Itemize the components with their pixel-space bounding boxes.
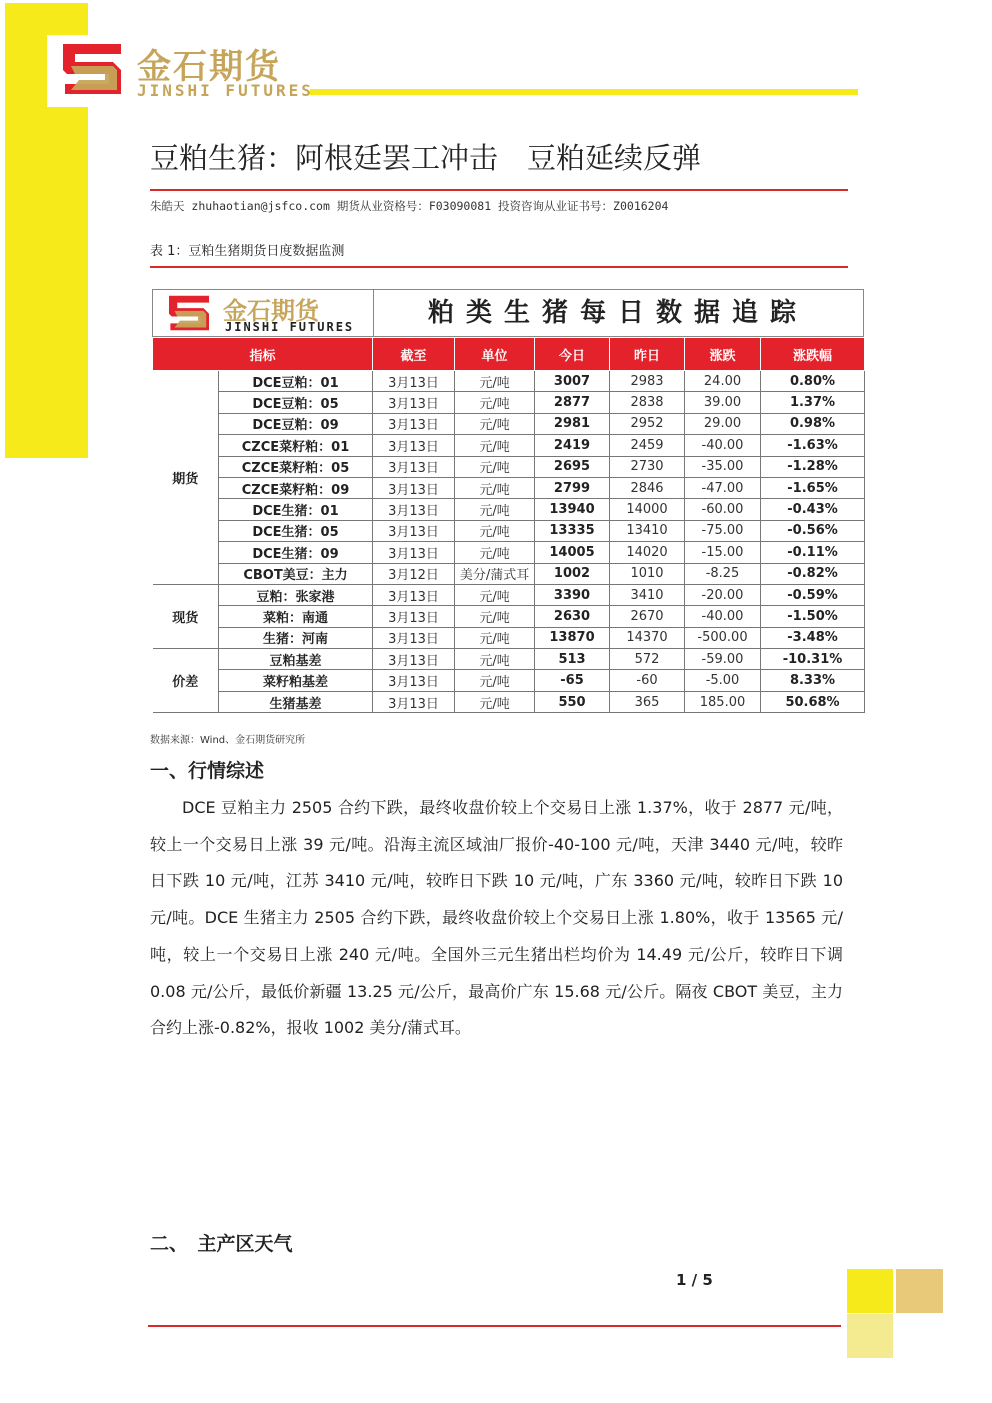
author-line: 朱皓天 zhuhaotian@jsfco.com 期货从业资格号：F03090081 投资咨询从业证书号：Z0016204 bbox=[150, 199, 669, 213]
date-cell: 3月13日 bbox=[373, 606, 455, 627]
table-row bbox=[153, 670, 865, 691]
brand-logo bbox=[47, 35, 314, 107]
section-heading: 一、行情综述 bbox=[150, 760, 265, 782]
col-header: 昨日 bbox=[610, 338, 685, 371]
table-header-banner bbox=[152, 289, 864, 337]
yesterday-cell: 2459 bbox=[610, 435, 685, 456]
today-cell: 13870 bbox=[535, 627, 610, 648]
change-cell: -40.00 bbox=[685, 435, 761, 456]
date-cell: 3月13日 bbox=[373, 520, 455, 541]
indicator-cell: 豆粕：张家港 bbox=[219, 584, 373, 605]
category-cell: 现货 bbox=[153, 584, 219, 648]
change-pct-cell: -0.59% bbox=[761, 584, 865, 605]
col-header: 截至 bbox=[373, 338, 455, 371]
change-cell: 39.00 bbox=[685, 392, 761, 413]
table-row bbox=[153, 584, 865, 605]
change-cell: 185.00 bbox=[685, 691, 761, 712]
date-cell: 3月13日 bbox=[373, 691, 455, 712]
change-cell: -40.00 bbox=[685, 606, 761, 627]
change-pct-cell: -3.48% bbox=[761, 627, 865, 648]
table-logo bbox=[153, 290, 374, 336]
unit-cell: 元/吨 bbox=[455, 584, 535, 605]
unit-cell: 美分/蒲式耳 bbox=[455, 563, 535, 584]
change-cell: -60.00 bbox=[685, 499, 761, 520]
category-cell: 期货 bbox=[153, 371, 219, 585]
yesterday-cell: -60 bbox=[610, 670, 685, 691]
indicator-cell: 豆粕基差 bbox=[219, 649, 373, 670]
table-logo-en: JINSHI FUTURES bbox=[225, 320, 355, 334]
caption-rule bbox=[150, 266, 848, 268]
indicator-cell: CZCE菜籽粕：01 bbox=[219, 435, 373, 456]
change-pct-cell: 8.33% bbox=[761, 670, 865, 691]
decorative-square bbox=[896, 1269, 943, 1313]
today-cell: 2981 bbox=[535, 413, 610, 434]
change-cell: -20.00 bbox=[685, 584, 761, 605]
change-pct-cell: -1.28% bbox=[761, 456, 865, 477]
change-pct-cell: -1.63% bbox=[761, 435, 865, 456]
change-pct-cell: -0.82% bbox=[761, 563, 865, 584]
change-pct-cell: 1.37% bbox=[761, 392, 865, 413]
logo-underline bbox=[310, 89, 858, 95]
yesterday-cell: 2983 bbox=[610, 371, 685, 392]
table-row bbox=[153, 435, 865, 456]
date-cell: 3月13日 bbox=[373, 670, 455, 691]
indicator-cell: 菜粕：南通 bbox=[219, 606, 373, 627]
yesterday-cell: 2952 bbox=[610, 413, 685, 434]
table-row bbox=[153, 563, 865, 584]
table-row bbox=[153, 627, 865, 648]
change-pct-cell: 50.68% bbox=[761, 691, 865, 712]
unit-cell: 元/吨 bbox=[455, 542, 535, 563]
table-row bbox=[153, 371, 865, 392]
page-number: 1 / 5 bbox=[676, 1271, 713, 1289]
today-cell: 3390 bbox=[535, 584, 610, 605]
change-cell: -35.00 bbox=[685, 456, 761, 477]
indicator-cell: DCE生猪：01 bbox=[219, 499, 373, 520]
unit-cell: 元/吨 bbox=[455, 649, 535, 670]
change-cell: -47.00 bbox=[685, 477, 761, 498]
data-table bbox=[152, 289, 864, 715]
indicator-cell: CBOT美豆：主力 bbox=[219, 563, 373, 584]
change-cell: -15.00 bbox=[685, 542, 761, 563]
yesterday-cell: 365 bbox=[610, 691, 685, 712]
table-row bbox=[153, 392, 865, 413]
change-cell: -500.00 bbox=[685, 627, 761, 648]
data-grid bbox=[152, 337, 865, 713]
date-cell: 3月13日 bbox=[373, 477, 455, 498]
date-cell: 3月13日 bbox=[373, 413, 455, 434]
change-pct-cell: -0.11% bbox=[761, 542, 865, 563]
change-pct-cell: -1.50% bbox=[761, 606, 865, 627]
logo-mark-icon bbox=[161, 293, 217, 333]
unit-cell: 元/吨 bbox=[455, 456, 535, 477]
decorative-square bbox=[847, 1314, 893, 1358]
change-pct-cell: -0.43% bbox=[761, 499, 865, 520]
today-cell: 1002 bbox=[535, 563, 610, 584]
today-cell: 2877 bbox=[535, 392, 610, 413]
date-cell: 3月13日 bbox=[373, 649, 455, 670]
unit-cell: 元/吨 bbox=[455, 499, 535, 520]
table-row bbox=[153, 499, 865, 520]
unit-cell: 元/吨 bbox=[455, 627, 535, 648]
change-pct-cell: -1.65% bbox=[761, 477, 865, 498]
unit-cell: 元/吨 bbox=[455, 606, 535, 627]
today-cell: -65 bbox=[535, 670, 610, 691]
table-row bbox=[153, 520, 865, 541]
col-header: 单位 bbox=[455, 338, 535, 371]
change-pct-cell: -0.56% bbox=[761, 520, 865, 541]
yesterday-cell: 2730 bbox=[610, 456, 685, 477]
change-pct-cell: 0.80% bbox=[761, 371, 865, 392]
table-caption: 表 1：豆粕生猪期货日度数据监测 bbox=[150, 244, 345, 259]
unit-cell: 元/吨 bbox=[455, 691, 535, 712]
indicator-cell: DCE生猪：05 bbox=[219, 520, 373, 541]
table-logo-cn: 金石期货 bbox=[223, 297, 319, 325]
body-paragraph: DCE 豆粕主力 2505 合约下跌，最终收盘价较上个交易日上涨 1.37%，收于 2877 元/吨，较上一个交易日上涨 39 元/吨。沿海主流区域油厂报价-40-100 元/吨，天津 3440 元/吨，较昨日下跌 10 元/吨，江苏 3410 元/吨，较昨日下跌 10 元/吨，广东 3360 元/吨，较昨日下跌 10 元/吨。DCE 生猪主力 2505 合约下跌，最终收盘价较上个交易日上涨 1.80%，收于 13565 元/吨，较上一个交易日上涨 240 元/吨。全国外三元生猪出栏均价为 14.49 元/公斤，较昨日下调 0.08 元/公斤，最低价新疆 13.25 元/公斤，最高价广东 15.68 元/公斤。隔夜 CBOT 美豆，主力合约上涨-0.82%，报收 1002 美分/蒲式耳。 bbox=[150, 798, 843, 1038]
date-cell: 3月13日 bbox=[373, 499, 455, 520]
date-cell: 3月13日 bbox=[373, 392, 455, 413]
indicator-cell: CZCE菜籽粕：05 bbox=[219, 456, 373, 477]
change-cell: 24.00 bbox=[685, 371, 761, 392]
today-cell: 2419 bbox=[535, 435, 610, 456]
logo-text-cn: 金石期货 bbox=[137, 47, 281, 87]
table-row bbox=[153, 413, 865, 434]
today-cell: 2630 bbox=[535, 606, 610, 627]
today-cell: 3007 bbox=[535, 371, 610, 392]
col-header: 今日 bbox=[535, 338, 610, 371]
yesterday-cell: 14370 bbox=[610, 627, 685, 648]
yesterday-cell: 14020 bbox=[610, 542, 685, 563]
yesterday-cell: 3410 bbox=[610, 584, 685, 605]
unit-cell: 元/吨 bbox=[455, 435, 535, 456]
table-row bbox=[153, 456, 865, 477]
col-header: 涨跌 bbox=[685, 338, 761, 371]
section-heading: 二、 主产区天气 bbox=[150, 1233, 293, 1255]
indicator-cell: 生猪：河南 bbox=[219, 627, 373, 648]
indicator-cell: DCE豆粕：09 bbox=[219, 413, 373, 434]
unit-cell: 元/吨 bbox=[455, 520, 535, 541]
unit-cell: 元/吨 bbox=[455, 392, 535, 413]
title-rule bbox=[150, 189, 848, 191]
change-cell: -59.00 bbox=[685, 649, 761, 670]
logo-text-en: JINSHI FUTURES bbox=[137, 81, 314, 100]
today-cell: 14005 bbox=[535, 542, 610, 563]
indicator-cell: DCE豆粕：01 bbox=[219, 371, 373, 392]
change-cell: -5.00 bbox=[685, 670, 761, 691]
change-pct-cell: -10.31% bbox=[761, 649, 865, 670]
date-cell: 3月13日 bbox=[373, 371, 455, 392]
table-row bbox=[153, 606, 865, 627]
table-title: 粕类生猪每日数据追踪 bbox=[427, 298, 808, 328]
yesterday-cell: 1010 bbox=[610, 563, 685, 584]
today-cell: 2695 bbox=[535, 456, 610, 477]
date-cell: 3月13日 bbox=[373, 435, 455, 456]
category-cell: 价差 bbox=[153, 649, 219, 713]
date-cell: 3月13日 bbox=[373, 584, 455, 605]
yesterday-cell: 13410 bbox=[610, 520, 685, 541]
table-row bbox=[153, 691, 865, 712]
indicator-cell: 菜籽粕基差 bbox=[219, 670, 373, 691]
col-header: 涨跌幅 bbox=[761, 338, 865, 371]
col-header: 指标 bbox=[153, 338, 373, 371]
yesterday-cell: 572 bbox=[610, 649, 685, 670]
source-note: 数据来源：Wind、金石期货研究所 bbox=[150, 735, 306, 746]
indicator-cell: DCE生猪：09 bbox=[219, 542, 373, 563]
change-cell: -8.25 bbox=[685, 563, 761, 584]
today-cell: 513 bbox=[535, 649, 610, 670]
change-pct-cell: 0.98% bbox=[761, 413, 865, 434]
yesterday-cell: 2670 bbox=[610, 606, 685, 627]
unit-cell: 元/吨 bbox=[455, 413, 535, 434]
today-cell: 2799 bbox=[535, 477, 610, 498]
logo-mark-icon bbox=[57, 40, 127, 98]
indicator-cell: DCE豆粕：05 bbox=[219, 392, 373, 413]
indicator-cell: CZCE菜籽粕：09 bbox=[219, 477, 373, 498]
table-header-row bbox=[153, 338, 865, 371]
yesterday-cell: 2846 bbox=[610, 477, 685, 498]
table-row bbox=[153, 649, 865, 670]
footer-rule bbox=[148, 1325, 841, 1327]
report-title: 豆粕生猪：阿根廷罢工冲击 豆粕延续反弹 bbox=[150, 141, 702, 175]
date-cell: 3月12日 bbox=[373, 563, 455, 584]
date-cell: 3月13日 bbox=[373, 456, 455, 477]
date-cell: 3月13日 bbox=[373, 627, 455, 648]
yesterday-cell: 14000 bbox=[610, 499, 685, 520]
yesterday-cell: 2838 bbox=[610, 392, 685, 413]
change-cell: 29.00 bbox=[685, 413, 761, 434]
decorative-square bbox=[847, 1269, 893, 1313]
date-cell: 3月13日 bbox=[373, 542, 455, 563]
today-cell: 13940 bbox=[535, 499, 610, 520]
unit-cell: 元/吨 bbox=[455, 371, 535, 392]
table-row bbox=[153, 542, 865, 563]
unit-cell: 元/吨 bbox=[455, 477, 535, 498]
indicator-cell: 生猪基差 bbox=[219, 691, 373, 712]
change-cell: -75.00 bbox=[685, 520, 761, 541]
today-cell: 550 bbox=[535, 691, 610, 712]
table-row bbox=[153, 477, 865, 498]
unit-cell: 元/吨 bbox=[455, 670, 535, 691]
today-cell: 13335 bbox=[535, 520, 610, 541]
